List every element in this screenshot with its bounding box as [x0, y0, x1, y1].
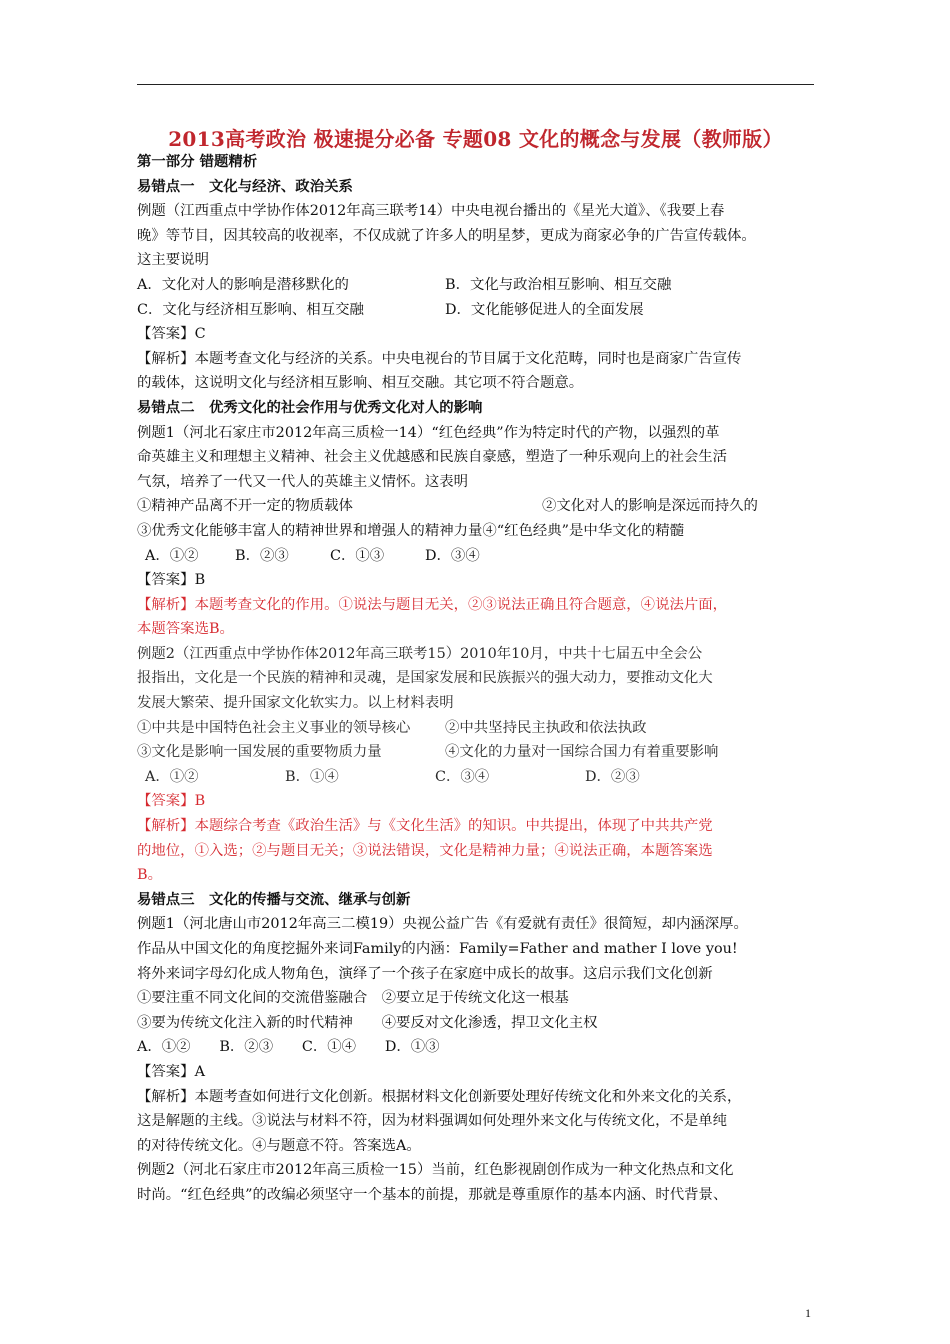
- statement-1: ①精神产品离不开一定的物质载体: [137, 498, 353, 515]
- document-title: 2013高考政治 极速提分必备 专题08 文化的概念与发展（教师版）: [168, 127, 783, 151]
- question-line: 例题2（河北石家庄市2012年高三质检一15）当前，红色影视剧创作成为一种文化热点和文化: [137, 1162, 734, 1179]
- explanation-line: 本题答案选B。: [137, 621, 234, 638]
- option-a: A．文化对人的影响是潜移默化的: [137, 276, 349, 293]
- section-heading: 易错点一 文化与经济、政治关系: [137, 177, 353, 195]
- explanation-line: 【解析】本题考查文化与经济的关系。中央电视台的节目属于文化范畴，同时也是商家广告宣传: [137, 350, 742, 367]
- option-a: A．①②: [145, 547, 199, 564]
- part-heading: 第一部分 错题精析: [137, 153, 258, 170]
- answer: 【答案】B: [137, 572, 206, 589]
- option-d: D．②③: [585, 768, 640, 785]
- explanation-line: 【解析】本题综合考查《政治生活》与《文化生活》的知识。中共提出，体现了中共共产党: [137, 818, 713, 835]
- statement-2: ②文化对人的影响是深远而持久的: [542, 498, 758, 515]
- section-heading: 易错点三 文化的传播与交流、继承与创新: [137, 890, 411, 908]
- answer: 【答案】B: [137, 793, 206, 810]
- statement-row: ③优秀文化能够丰富人的精神世界和增强人的精神力量④“红色经典”是中华文化的精髓: [137, 522, 685, 539]
- answer: 【答案】C: [137, 326, 206, 343]
- question-line: 例题（江西重点中学协作体2012年高三联考14）中央电视台播出的《星光大道》、《我要上春: [137, 203, 725, 220]
- statement-row: [137, 494, 814, 519]
- statement-4: ④文化的力量对一国综合国力有着重要影响: [445, 744, 719, 761]
- statement-row: ①要注重不同文化间的交流借鉴融合 ②要立足于传统文化这一根基: [137, 990, 569, 1007]
- question-line: 时尚。“红色经典”的改编必须坚守一个基本的前提，那就是尊重原作的基本内涵、时代背景、: [137, 1186, 728, 1203]
- question-line: 例题2（江西重点中学协作体2012年高三联考15）2010年10月，中共十七届五中全会公: [137, 645, 703, 662]
- question-line: 气氛，培养了一代又一代人的英雄主义情怀。这表明: [137, 473, 468, 490]
- option-c: C．文化与经济相互影响、相互交融: [137, 301, 364, 318]
- explanation-line: 【解析】本题考查文化的作用。①说法与题目无关，②③说法正确且符合题意，④说法片面，: [137, 596, 728, 613]
- option-row: A．①② B．②③ C．①④ D．①③: [137, 1039, 440, 1056]
- header-rule: [137, 84, 814, 85]
- option-b: B．文化与政治相互影响、相互交融: [445, 276, 672, 293]
- option-row: [137, 273, 814, 298]
- option-b: B．②③: [235, 547, 289, 564]
- option-row: [137, 544, 814, 569]
- explanation-line: 这是解题的主线。③说法与材料不符，因为材料强调如何处理外来文化与传统文化，不是单纯: [137, 1113, 728, 1130]
- statement-row: [137, 740, 814, 765]
- question-line: 晚》等节目，因其较高的收视率，不仅成就了许多人的明星梦，更成为商家必争的广告宣传载体。: [137, 227, 756, 244]
- explanation-line: B。: [137, 867, 162, 884]
- explanation-line: 的对待传统文化。④与题意不符。答案选A。: [137, 1137, 421, 1154]
- document-body: [137, 150, 814, 1208]
- question-line: 例题1（河北石家庄市2012年高三质检一14）“红色经典”作为特定时代的产物，以强烈的革: [137, 424, 720, 441]
- question-line: 将外来词字母幻化成人物角色，演绎了一个孩子在家庭中成长的故事。这启示我们文化创新: [137, 965, 713, 982]
- option-row: [137, 765, 814, 790]
- option-a: A．①②: [145, 768, 199, 785]
- explanation-line: 【解析】本题考查如何进行文化创新。根据材料文化创新要处理好传统文化和外来文化的关系，: [137, 1088, 742, 1105]
- question-line: 报指出，文化是一个民族的精神和灵魂，是国家发展和民族振兴的强大动力，要推动文化大: [137, 670, 713, 687]
- question-line: 命英雄主义和理想主义精神、社会主义优越感和民族自豪感，塑造了一种乐观向上的社会生活: [137, 449, 728, 466]
- question-line: 这主要说明: [137, 252, 209, 269]
- explanation-line: 的地位，①入选；②与题目无关；③说法错误，文化是精神力量；④说法正确，本题答案选: [137, 842, 713, 859]
- statement-row: ③要为传统文化注入新的时代精神 ④要反对文化渗透，捍卫文化主权: [137, 1014, 598, 1031]
- option-c: C．①③: [330, 547, 385, 564]
- section-heading: 易错点二 优秀文化的社会作用与优秀文化对人的影响: [137, 398, 483, 416]
- question-line: 例题1（河北唐山市2012年高三二模19）央视公益广告《有爱就有责任》很简短，却内涵深厚。: [137, 916, 748, 933]
- statement-1: ①中共是中国特色社会主义事业的领导核心: [137, 719, 411, 736]
- option-d: D．文化能够促进人的全面发展: [445, 301, 644, 318]
- statement-2: ②中共坚持民主执政和依法执政: [445, 719, 647, 736]
- statement-3: ③文化是影响一国发展的重要物质力量: [137, 744, 382, 761]
- statement-row: [137, 716, 814, 741]
- option-c: C．③④: [435, 768, 490, 785]
- option-d: D．③④: [425, 547, 480, 564]
- option-row: [137, 298, 814, 323]
- page-number: 1: [805, 1306, 811, 1320]
- option-b: B．①④: [285, 768, 339, 785]
- question-line: 发展大繁荣、提升国家文化软实力。以上材料表明: [137, 695, 454, 712]
- explanation-line: 的载体，这说明文化与经济相互影响、相互交融。其它项不符合题意。: [137, 375, 584, 392]
- question-line: 作品从中国文化的角度挖掘外来词Family的内涵：Family=Father and mather I love you!: [137, 941, 738, 957]
- answer: 【答案】A: [137, 1063, 205, 1080]
